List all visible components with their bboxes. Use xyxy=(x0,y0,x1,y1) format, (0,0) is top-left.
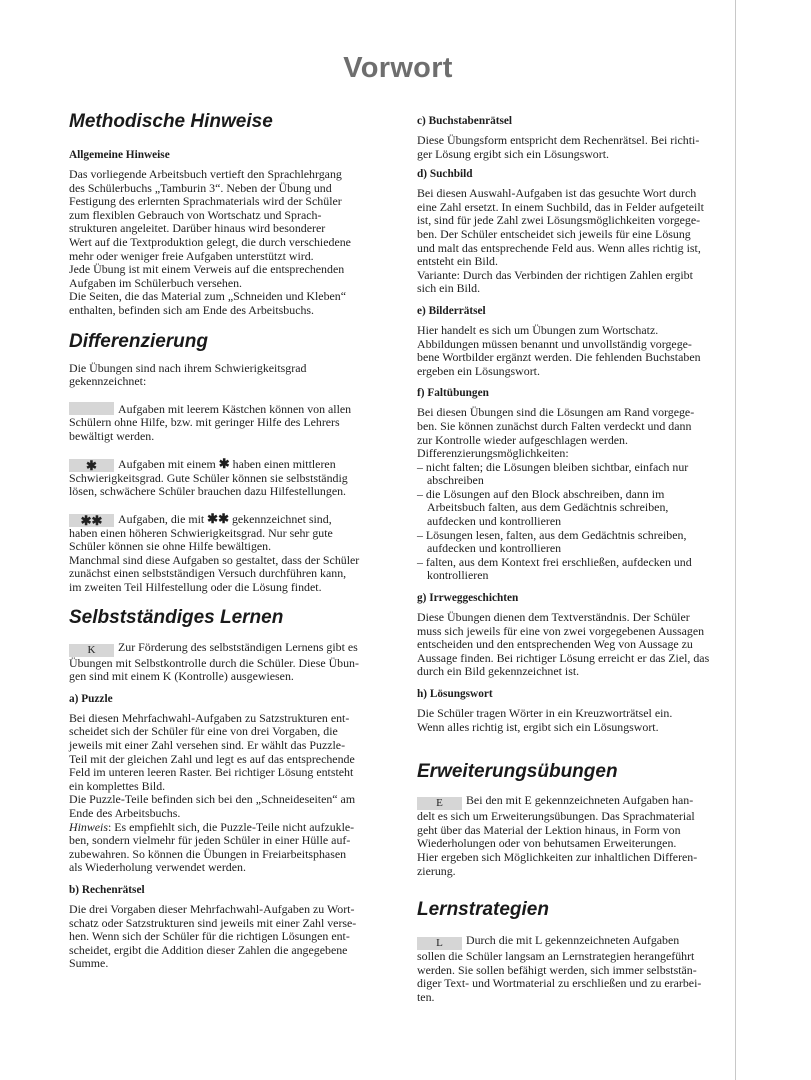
heading-selbststaendiges-lernen: Selbstständiges Lernen xyxy=(69,606,284,628)
text-line: Variante: Durch das Verbinden der richtigen Zahlen ergibt xyxy=(417,267,693,282)
difficulty-level-medium: ✱ Aufgaben mit einem ✱ haben einen mittleren Schwierigkeitsgrad. Gute Schüler können sie selbstständig lösen, schwächere Schüler brauchen dazu Hilfestellungen. xyxy=(69,457,391,499)
page-edge-line xyxy=(735,0,736,1080)
difficulty-hard-rest xyxy=(69,527,391,595)
text-line: Feld im unteren leeren Raster. Bei richtiger Lösung entsteht xyxy=(69,765,354,780)
text-line: sollen die Schüler langsam an Lernstrategien herangeführt xyxy=(417,949,695,964)
text-line: Differenzierungsmöglichkeiten: xyxy=(417,446,569,461)
text-line: sich ein Bild. xyxy=(417,281,481,296)
text-line: delt es sich um Erweiterungsübungen. Das Sprachmaterial xyxy=(417,809,695,824)
faltuebungen-text xyxy=(417,406,725,460)
text-line: Teil mit der gleichen Zahl und legt es auf das entsprechende xyxy=(69,751,355,766)
text-line: diger Text- und Wortmaterial zu erschließen und zu erarbei- xyxy=(417,976,702,991)
page-title: Vorwort xyxy=(343,52,453,84)
star-box-icon: ✱ xyxy=(69,459,114,472)
difficulty-easy-rest xyxy=(69,416,391,443)
difficulty-level-easy xyxy=(69,402,391,444)
text-line: Diese Übungen dienen dem Textverständnis. Der Schüler xyxy=(417,610,690,625)
text-line: Abbildungen müssen benannt und unvollständig vorgege- xyxy=(417,336,692,351)
text-line: Die Puzzle-Teile befinden sich bei den „Schneideseiten“ am xyxy=(69,792,356,807)
differenzierung-intro xyxy=(69,362,391,389)
text-line: Bei diesen Auswahl-Aufgaben ist das gesuchte Wort durch xyxy=(417,186,697,201)
text-line: Die Übungen sind nach ihrem Schwierigkeitsgrad xyxy=(69,360,307,375)
e-box-icon: E xyxy=(417,797,462,810)
subheading-faltuebungen: f) Faltübungen xyxy=(417,387,489,400)
text-line: als Wiederholung verwendet werden. xyxy=(69,860,246,875)
irrweggeschichten-text xyxy=(417,611,725,679)
text-line: jeweils mit einer Zahl versehen sind. Er wählt das Puzzle- xyxy=(69,738,346,753)
heading-erweiterungsuebungen: Erweiterungsübungen xyxy=(417,761,618,783)
text-line: Übungen mit Selbstkontrolle durch die Schüler. Diese Übun- xyxy=(69,655,359,670)
text-line: ben, sondern vielmehr für jeden Schüler in einer Hülle auf- xyxy=(69,833,351,848)
heading-lernstrategien: Lernstrategien xyxy=(417,899,549,921)
text-line: werden. Sie sollen befähigt werden, sich immer selbststän- xyxy=(417,962,697,977)
subheading-rechenraetsel: b) Rechenrätsel xyxy=(69,883,145,896)
text-line: eine Zahl ersetzt. In einem Suchbild, das in Felder aufgeteilt xyxy=(417,199,704,214)
list-item: – nicht falten; die Lösungen bleiben sichtbar, einfach nur abschreiben xyxy=(417,459,689,488)
list-item: – die Lösungen auf den Block abschreiben, dann im Arbeitsbuch falten, aus dem Gedächtnis schreiben, aufdecken und kontrollieren xyxy=(417,486,669,529)
bilderraetsel-text xyxy=(417,324,725,378)
subheading-irrweggeschichten: g) Irrweggeschichten xyxy=(417,592,519,605)
text-line: ten. xyxy=(417,989,435,1004)
text-line: Das vorliegende Arbeitsbuch vertieft den Sprachlehrgang xyxy=(69,167,342,181)
text-line: entsteht ein Bild. xyxy=(417,254,498,269)
text-line: mehr oder weniger freie Aufgaben unterstützt wird. xyxy=(69,248,314,263)
difficulty-easy-first: Aufgaben mit leerem Kästchen können von allen xyxy=(118,401,352,416)
text-line: durch ein Bild gekennzeichnet ist. xyxy=(417,664,580,679)
text-line: muss sich jeweils für eine von zwei vorgegebenen Aussagen xyxy=(417,623,705,638)
text-line: Festigung des erlernten Sprachmaterials wird der Schüler xyxy=(69,194,342,209)
text-line: Hier ergeben sich Möglichkeiten zur inhaltlichen Differen- xyxy=(417,849,698,864)
text-line: strukturen angeleitet. Darüber hinaus wird besonderer xyxy=(69,221,326,236)
text-line: Aufgaben im Schülerbuch versehen. xyxy=(69,275,243,290)
text-line: hen. Wenn sich der Schüler für die richtigen Lösungen ent- xyxy=(69,929,350,944)
subheading-buchstabenraetsel: c) Buchstabenrätsel xyxy=(417,115,513,127)
double-star-icon: ✱✱ xyxy=(207,510,229,526)
text-line: lösen, schwächere Schüler brauchen dazu Hilfestellungen. xyxy=(69,484,347,499)
subheading-loesungswort: h) Lösungswort xyxy=(417,688,493,700)
text-line: zur Kontrolle wieder aufgeschlagen werden. xyxy=(417,432,628,447)
text-line: ger Lösung ergibt sich ein Lösungswort. xyxy=(417,146,609,161)
text-line: zunächst einen selbstständigen Versuch durchführen kann, xyxy=(69,566,347,581)
text-line: Aussage finden. Bei richtiger Lösung erreicht er das Ziel, das xyxy=(417,650,710,665)
hinweis-text xyxy=(69,834,391,875)
text-line: Hier handelt es sich um Übungen zum Wortschatz. xyxy=(417,322,659,337)
text-line: zubewahren. So können die Übungen in Freiarbeitsphasen xyxy=(69,846,347,861)
text-line: schatz oder Satzstrukturen sind jeweils mit einer Zahl verse- xyxy=(69,915,357,930)
text-line: Wert auf die Textproduktion gelegt, die durch verschiedene xyxy=(69,234,351,249)
text-line: bene Wortbilder ergänzt werden. Die fehlenden Buchstaben xyxy=(417,350,701,365)
text-line: haben einen höheren Schwierigkeitsgrad. Nur sehr gute xyxy=(69,525,333,540)
heading-methodische-hinweise: Methodische Hinweise xyxy=(69,111,273,132)
loesungswort-text xyxy=(417,707,725,734)
text-line: Manchmal sind diese Aufgaben so gestaltet, dass der Schüler xyxy=(69,552,360,567)
subheading-bilderraetsel: e) Bilderrätsel xyxy=(417,304,486,317)
text-line: Die Schüler tragen Wörter in ein Kreuzworträtsel ein. xyxy=(417,706,673,720)
subheading-suchbild: d) Suchbild xyxy=(417,168,473,181)
text-line: Jede Übung ist mit einem Verweis auf die entsprechenden xyxy=(69,262,345,277)
text-line: und malt das entsprechende Feld aus. Wenn alles richtig ist, xyxy=(417,240,701,255)
selbstkontrolle-text: K Zur Förderung des selbstständigen Lernens gibt es Übungen mit Selbstkontrolle durch die Schüler. Diese Übun- gen sind mit einem K (Kontrolle) ausgewiesen. xyxy=(69,641,391,684)
text-line: ein komplettes Bild. xyxy=(69,778,166,793)
difficulty-level-hard: ✱✱ Aufgaben, die mit ✱✱ gekennzeichnet sind, haben einen höheren Schwierigkeitsgrad. Nur sehr gute Schüler können sie ohne Hilfe bewältigen. Manchmal sind diese Aufgaben so gestaltet, dass der Schüler zunächst einen selbstständigen Versuch durchführen kann, im zweiten Teil Hilfestellung oder die Lösung findet. xyxy=(69,512,391,595)
subheading-puzzle: a) Puzzle xyxy=(69,692,113,705)
text-line: Die drei Vorgaben dieser Mehrfachwahl-Aufgaben zu Wort- xyxy=(69,901,355,916)
text-line: Diese Übungsform entspricht dem Rechenrätsel. Bei richti- xyxy=(417,133,700,147)
text-line: scheidet, ergibt die Addition dieser Zahlen die angegebene xyxy=(69,942,348,957)
text-line: enthalten, befinden sich am Ende des Arbeitsbuchs. xyxy=(69,302,315,317)
text-line: ist, sind für jede Zahl zwei Lösungsmöglichkeiten vorgege- xyxy=(417,213,701,228)
faltuebungen-list xyxy=(417,461,725,583)
list-item: – Lösungen lesen, falten, aus dem Gedächtnis schreiben, aufdecken und kontrollieren xyxy=(417,527,687,556)
double-star-box-icon: ✱✱ xyxy=(69,514,114,527)
text-line: gekennzeichnet: xyxy=(69,374,147,389)
list-item: – falten, aus dem Kontext frei erschließen, aufdecken und kontrollieren xyxy=(417,554,692,583)
text-line: ben. Der Schüler entscheidet sich jeweils für eine Lösung xyxy=(417,226,691,241)
text-line: Schwierigkeitsgrad. Gute Schüler können sie selbstständig xyxy=(69,470,348,485)
text-line: des Schülerbuchs „Tamburin 3“. Neben der Übung und xyxy=(69,180,332,195)
subheading-allgemeine-hinweise: Allgemeine Hinweise xyxy=(69,149,170,161)
text-line: im zweiten Teil Hilfestellung oder die Lösung findet. xyxy=(69,580,322,595)
text-line: Wenn alles richtig ist, ergibt sich ein Lösungswort. xyxy=(417,719,659,734)
text-line: Schülern ohne Hilfe, bzw. mit geringer Hilfe des Lehrers xyxy=(69,415,340,430)
puzzle-text xyxy=(69,712,391,821)
hinweis-line: Hinweis: Es empfiehlt sich, die Puzzle-Teile nicht aufzukle- xyxy=(69,819,355,834)
difficulty-medium-rest xyxy=(69,472,391,499)
left-column xyxy=(69,110,391,971)
allgemeine-hinweise-text xyxy=(69,168,391,318)
l-box-icon: L xyxy=(417,937,462,950)
erweiterung-text: E Bei den mit E gekennzeichneten Aufgaben han- delt es sich um Erweiterungsübungen. Das Sprachmaterial geht über das Material der Lektion hinaus, in Form von Wiederholungen oder von behutsamen Erweiterungen. Hier ergeben sich Möglichkeiten zur inhaltlichen Differen- zierung. xyxy=(417,794,725,878)
text-line: Ende des Arbeitsbuchs. xyxy=(69,806,181,820)
text-line: Die Seiten, die das Material zum „Schneiden und Kleben“ xyxy=(69,289,347,304)
suchbild-text xyxy=(417,187,725,296)
empty-box-icon xyxy=(69,402,114,415)
l-inline-label: L xyxy=(535,933,542,948)
buchstabenraetsel-text xyxy=(417,134,725,161)
lernstrategien-text: L Durch die mit L gekennzeichneten Aufgaben sollen die Schüler langsam an Lernstrategien herangeführt werden. Sie sollen befähigt werden, sich immer selbststän- diger Text- und Wortmaterial zu erschließen und zu erarbei- ten. xyxy=(417,934,725,1004)
text-line: ergeben ein Lösungswort. xyxy=(417,363,540,378)
text-line: gen sind mit einem K (Kontrolle) ausgewiesen. xyxy=(69,669,294,684)
text-line: Wiederholungen oder von behutsamen Erweiterungen. xyxy=(417,836,677,851)
text-line: bewältigt werden. xyxy=(69,428,155,443)
right-column xyxy=(417,110,725,1005)
text-line: Bei diesen Mehrfachwahl-Aufgaben zu Satzstrukturen ent- xyxy=(69,710,350,725)
text-line: Summe. xyxy=(69,956,109,971)
heading-differenzierung: Differenzierung xyxy=(69,330,209,352)
text-line: zum flexiblen Gebrauch von Wortschatz und Sprach- xyxy=(69,207,322,222)
rechenraetsel-text xyxy=(69,903,391,971)
text-line: entscheiden und den entsprechenden Weg von Aussage zu xyxy=(417,637,693,652)
star-icon: ✱ xyxy=(218,455,230,471)
text-line: ben. Sie können zunächst durch Falten verdeckt und dann xyxy=(417,418,692,433)
text-line: scheidet sich der Schüler für eine von drei Vorgaben, die xyxy=(69,724,338,739)
text-line: Bei diesen Übungen sind die Lösungen am Rand vorgege- xyxy=(417,405,695,420)
e-inline-label: E xyxy=(524,793,532,808)
k-box-icon: K xyxy=(69,644,114,657)
text-line: Schüler können sie ohne Hilfe bewältigen. xyxy=(69,539,272,554)
text-line: zierung. xyxy=(417,863,456,878)
text-line: geht über das Material der Lektion hinaus, in Form von xyxy=(417,822,681,837)
